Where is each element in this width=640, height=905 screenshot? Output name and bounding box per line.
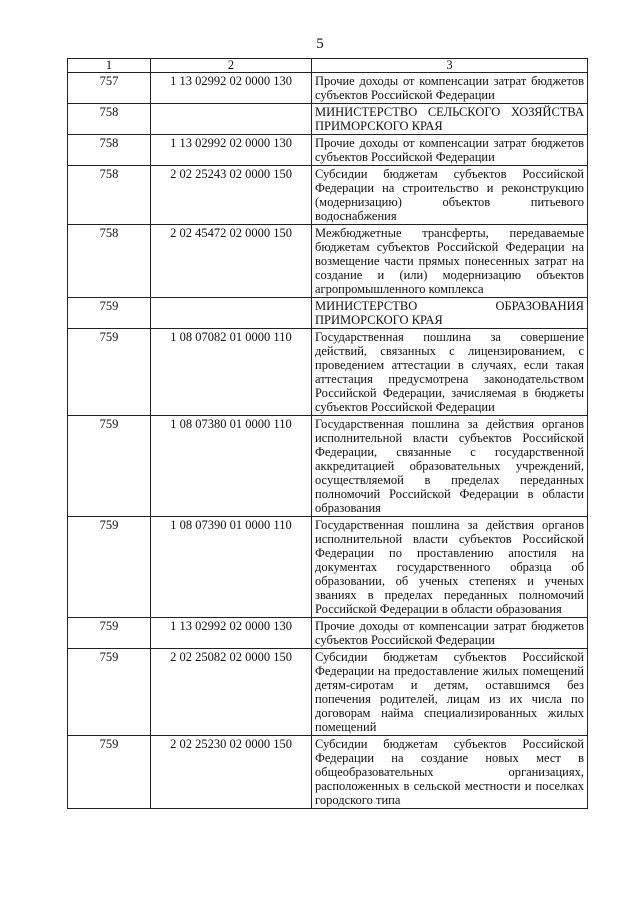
admin-code-cell: 758 [68,166,151,225]
revenue-code-cell [151,298,312,329]
revenue-code-cell: 1 08 07380 01 0000 110 [151,416,312,517]
table-row [68,517,588,618]
description-cell: Прочие доходы от компенсации затрат бюджетов субъектов Российской Федерации [312,135,588,166]
table-row [68,618,588,649]
admin-code-cell: 758 [68,104,151,135]
revenue-code-cell: 1 13 02992 02 0000 130 [151,618,312,649]
revenue-code-cell: 2 02 45472 02 0000 150 [151,225,312,298]
column-header: 3 [312,59,588,73]
revenue-code-cell: 1 13 02992 02 0000 130 [151,73,312,104]
description-cell: Государственная пошлина за совершение действий, связанных с лицензированием, с проведением аттестации в случаях, если такая аттестация предусмотрена законодательством Российской Федерации, зачисляемая в бюджеты субъектов Российской Федерации [312,329,588,416]
description-cell: Прочие доходы от компенсации затрат бюджетов субъектов Российской Федерации [312,618,588,649]
admin-code-cell: 759 [68,736,151,809]
table-row [68,225,588,298]
description-cell: Государственная пошлина за действия органов исполнительной власти субъектов Российской Федерации, связанные с государственной аккредитацией образовательных учреждений, осуществляемой в пределах переданных полномочий Российской Федерации в области образования [312,416,588,517]
admin-code-cell: 759 [68,329,151,416]
column-header: 2 [151,59,312,73]
revenue-code-cell: 1 08 07390 01 0000 110 [151,517,312,618]
table-row [68,298,588,329]
revenue-code-cell: 2 02 25230 02 0000 150 [151,736,312,809]
table-row [68,135,588,166]
table-row [68,736,588,809]
revenue-code-cell [151,104,312,135]
table-row [68,649,588,736]
description-cell: Прочие доходы от компенсации затрат бюджетов субъектов Российской Федерации [312,73,588,104]
revenue-code-cell: 2 02 25243 02 0000 150 [151,166,312,225]
revenue-codes-table [67,58,588,809]
table-row [68,416,588,517]
admin-code-cell: 758 [68,135,151,166]
ministry-heading-cell: МИНИСТЕРСТВО СЕЛЬСКОГО ХОЗЯЙСТВА ПРИМОРСКОГО КРАЯ [312,104,588,135]
revenue-code-cell: 2 02 25082 02 0000 150 [151,649,312,736]
table-row [68,104,588,135]
table-row [68,329,588,416]
revenue-code-cell: 1 08 07082 01 0000 110 [151,329,312,416]
description-cell: Субсидии бюджетам субъектов Российской Федерации на создание новых мест в общеобразовательных организациях, расположенных в сельской местности и поселках городского типа [312,736,588,809]
description-cell: Государственная пошлина за действия органов исполнительной власти субъектов Российской Федерации по проставлению апостиля на документах государственного образца об образовании, об ученых степенях и ученых званиях в пределах переданных полномочий Российской Федерации в области образования [312,517,588,618]
table-row [68,73,588,104]
column-header: 1 [68,59,151,73]
admin-code-cell: 759 [68,618,151,649]
admin-code-cell: 759 [68,298,151,329]
table-row [68,166,588,225]
description-cell: Субсидии бюджетам субъектов Российской Федерации на предоставление жилых помещений детям-сиротам и детям, оставшимся без попечения родителей, лицам из их числа по договорам найма специализированных жилых помещений [312,649,588,736]
table-header-row [68,59,588,73]
page-number: 5 [316,36,324,52]
admin-code-cell: 759 [68,517,151,618]
description-cell: Субсидии бюджетам субъектов Российской Федерации на строительство и реконструкцию (модернизацию) объектов питьевого водоснабжения [312,166,588,225]
admin-code-cell: 759 [68,416,151,517]
admin-code-cell: 758 [68,225,151,298]
admin-code-cell: 759 [68,649,151,736]
description-cell: Межбюджетные трансферты, передаваемые бюджетам субъектов Российской Федерации на возмещение части прямых понесенных затрат на создание и (или) модернизацию объектов агропромышленного комплекса [312,225,588,298]
revenue-code-cell: 1 13 02992 02 0000 130 [151,135,312,166]
admin-code-cell: 757 [68,73,151,104]
ministry-heading-cell: МИНИСТЕРСТВО ОБРАЗОВАНИЯ ПРИМОРСКОГО КРАЯ [312,298,588,329]
